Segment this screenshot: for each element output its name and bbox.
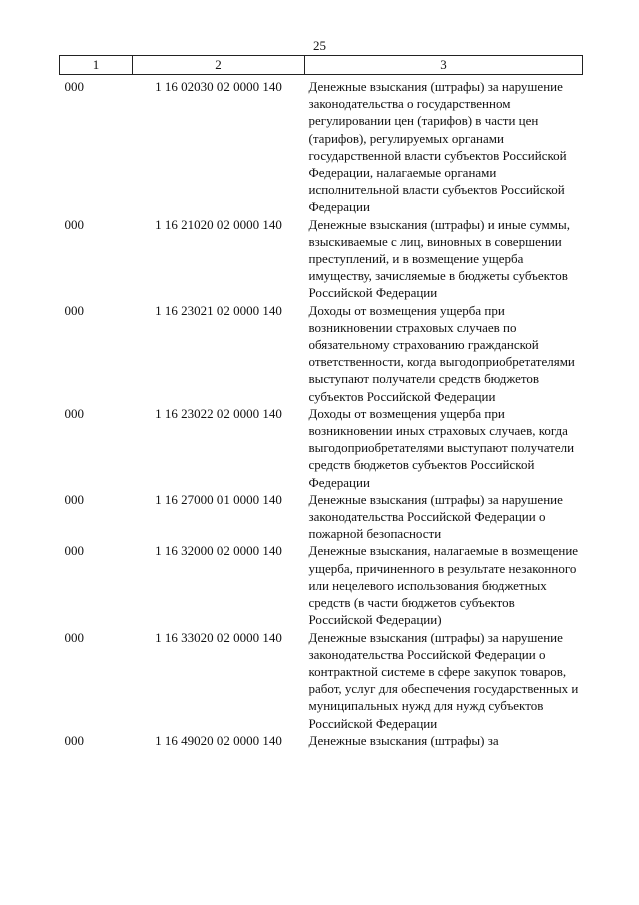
description-cell: Доходы от возмещения ущерба при возникновении иных страховых случаев, когда выгодоприобретателями выступают получатели средств бюджетов субъектов Российской Федерации	[308, 405, 575, 490]
description-cell: Денежные взыскания (штрафы) за нарушение законодательства о государственном регулировании цен (тарифов) в части цен (тарифов), регулируемых органами государственной власти субъектов Российской Федерации, налагаемые органами исполнительной власти субъектов Российской Федерации	[308, 79, 567, 215]
column-header-1: 1	[60, 56, 133, 75]
kbk-code-cell: 1 16 32000 02 0000 140	[155, 543, 282, 559]
admin-code-cell: 000	[64, 491, 84, 507]
admin-code-cell: 000	[64, 732, 84, 748]
table-row	[60, 75, 583, 216]
table-header	[60, 56, 583, 75]
table-row	[60, 732, 583, 749]
table-row	[60, 491, 583, 543]
kbk-code-cell: 1 16 27000 01 0000 140	[155, 491, 282, 507]
description-cell: Денежные взыскания (штрафы) за нарушение законодательства Российской Федерации о контрактной системе в сфере закупок товаров, работ, услуг для обеспечения государственных и муниципальных нужд для нужд субъектов Российской Федерации	[308, 629, 579, 731]
description-cell: Денежные взыскания, налагаемые в возмещение ущерба, причиненного в результате незаконного или нецелевого использования бюджетных средств (в части бюджетов субъектов Российской Федерации)	[308, 543, 579, 628]
description-cell: Денежные взыскания (штрафы) за нарушение законодательства Российской Федерации о пожарной безопасности	[308, 491, 563, 542]
description-cell: Доходы от возмещения ущерба при возникновении страховых случаев по обязательному страхованию гражданской ответственности, когда выгодоприобретателями выступают получатели средств бюджетов субъектов Российской Федерации	[308, 302, 575, 404]
table-row	[60, 302, 583, 405]
admin-code-cell: 000	[64, 79, 84, 94]
kbk-code-cell: 1 16 23021 02 0000 140	[155, 302, 282, 318]
admin-code-cell: 000	[64, 405, 84, 421]
description-cell: Денежные взыскания (штрафы) за	[308, 732, 499, 748]
table-row	[60, 629, 583, 732]
description-cell: Денежные взыскания (штрафы) и иные суммы, взыскиваемые с лиц, виновных в совершении преступлений, и в возмещение ущерба имуществу, зачисляемые в бюджеты субъектов Российской Федерации	[308, 216, 570, 301]
admin-code-cell: 000	[64, 629, 84, 645]
kbk-code-cell: 1 16 21020 02 0000 140	[155, 216, 282, 232]
table-row	[60, 216, 583, 302]
kbk-code-cell: 1 16 33020 02 0000 140	[155, 629, 282, 645]
admin-code-cell: 000	[64, 216, 84, 232]
admin-code-cell: 000	[64, 543, 84, 559]
column-header-2: 2	[133, 56, 305, 75]
kbk-code-cell: 1 16 49020 02 0000 140	[155, 732, 282, 748]
header-row	[60, 56, 583, 75]
kbk-code-cell: 1 16 23022 02 0000 140	[155, 405, 282, 421]
table-row	[60, 542, 583, 628]
column-header-3: 3	[305, 56, 583, 75]
revenue-codes-table	[59, 55, 583, 749]
page-number: 25	[313, 38, 326, 53]
admin-code-cell: 000	[64, 302, 84, 318]
table-row	[60, 405, 583, 491]
kbk-code-cell: 1 16 02030 02 0000 140	[155, 79, 282, 94]
table-body	[60, 75, 583, 749]
